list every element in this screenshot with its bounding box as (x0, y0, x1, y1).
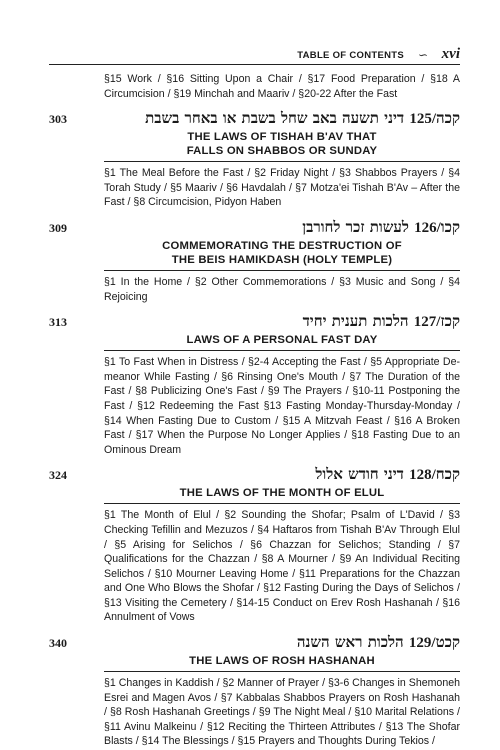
entry-title (104, 239, 460, 267)
page-header (0, 0, 500, 62)
entry-description: §1 The Meal Before the Fast / §2 Friday Night / §3 Shabbos Prayers / §4 Torah Study / §5 Maariv / §6 Havdalah / §7 Motza'ei Tishah B'Av – After the Fast / §8 Circumcision, Pidyon Haben (104, 167, 460, 209)
entry-hebrew-title: דיני תשעה באב שחל בשבת או באחר בשבת (145, 109, 405, 128)
entry-rule (104, 270, 460, 271)
entry-title-line: THE LAWS OF ROSH HASHANAH (189, 655, 375, 668)
entry-rule (104, 671, 460, 672)
entry-hebrew-number: קכח/128 (409, 467, 460, 484)
toc-entry-129 (49, 633, 460, 749)
entry-title (104, 654, 460, 668)
toc-entry-125 (49, 109, 460, 210)
header-rule (49, 64, 460, 65)
toc-entry-126 (49, 218, 460, 304)
page-number: xvi (441, 46, 460, 62)
entry-title-line: FALLS ON SHABBOS OR SUNDAY (186, 145, 378, 158)
entry-hebrew-heading (297, 633, 460, 652)
entry-title-line: COMMEMORATING THE DESTRUCTION OF (162, 239, 402, 252)
entry-page-number: 313 (49, 315, 67, 330)
toc-entry-127 (49, 312, 460, 457)
entry-page-number: 303 (49, 112, 67, 127)
entry-hebrew-number: קכט/129 (408, 635, 460, 652)
entry-description: §1 To Fast When in Distress / §2-4 Accepting the Fast / §5 Appropriate De-meanor While Fasting / §6 Rinsing One's Mouth / §7 The Duration of the Fast / §8 Publicizing One's Fast / §9 The Prayers / §10-11 Postponing the Fast / §12 Redeeming the Fast §13 Fasting Monday-Thursday-Monday / §14 When Fasting Due to Custom / §15 A Mitzvah Feast / §16 A Broken Fast / §17 When the Purpose No Longer Applies / §18 Fasting Due to an Ominous Dream (104, 356, 460, 456)
entry-title (104, 130, 460, 158)
entry-title-line: LAWS OF A PERSONAL FAST DAY (186, 334, 378, 347)
toc-content (49, 72, 460, 749)
entry-description: §1 In the Home / §2 Other Commemorations / §3 Music and Song / §4 Rejoicing (104, 275, 460, 303)
entry-page-number: 340 (49, 636, 67, 651)
entry-hebrew-heading (303, 312, 460, 331)
entry-title-line: THE BEIS HAMIKDASH (HOLY TEMPLE) (171, 253, 393, 266)
entry-title (104, 486, 460, 500)
entry-title-line: THE LAWS OF TISHAH B'AV THAT (187, 131, 377, 144)
entry-hebrew-heading (302, 218, 460, 237)
entry-hebrew-number: קכו/126 (414, 219, 460, 236)
running-title: TABLE OF CONTENTS (297, 50, 404, 61)
entry-hebrew-title: הלכות ראש השנה (296, 633, 404, 652)
entry-hebrew-heading (315, 465, 460, 484)
entry-hebrew-number: קכז/127 (413, 314, 460, 331)
entry-description: §1 The Month of Elul / §2 Sounding the Shofar; Psalm of L'David / §3 Checking Tefillin and Mezuzos / §4 Haftaros from Tishah B'Av Through Elul / §5 Arising for Selichos / §6 Chazzan for Selichos; Standing / §7 Qualifications for the Chazzan / §8 A Mourner / §9 An Individual Reciting Selichos / §10 Mourner Leaving Home / §11 Preparations for the Chazzan and One Who Blows the Shofar / §12 Fasting During the Days of Selichos / §13 Visiting the Cemetery / §14-15 Conduct on Erev Rosh Hashanah / §16 Annulment of Vows (104, 509, 460, 624)
entry-title-line: THE LAWS OF THE MONTH OF ELUL (179, 487, 385, 500)
entry-hebrew-title: דיני חודש אלול (315, 465, 404, 484)
entry-hebrew-title: הלכות תענית יחיד (302, 312, 409, 331)
toc-entry-128 (49, 465, 460, 625)
entry-page-number: 309 (49, 220, 67, 235)
entry-hebrew-heading (145, 109, 460, 128)
entry-rule (104, 350, 460, 351)
entry-hebrew-title: לעשות זכר לחורבן (302, 217, 409, 236)
entry-rule (104, 161, 460, 162)
entry-page-number: 324 (49, 468, 67, 483)
entry-rule (104, 503, 460, 504)
entry-title (104, 333, 460, 347)
entry-hebrew-number: קכה/125 (409, 111, 460, 128)
ornament-icon: ∽ (417, 48, 428, 62)
intro-description: §15 Work / §16 Sitting Upon a Chair / §17 Food Preparation / §18 A Circumcision / §19 Minchah and Maariv / §20-22 After the Fast (104, 73, 460, 100)
entry-description: §1 Changes in Kaddish / §2 Manner of Prayer / §3-6 Changes in Shemoneh Esrei and Magen Avos / §7 Kabbalas Shabbos Prayers on Rosh Hashanah / §8 Rosh Hashanah Greetings / §9 The Night Meal / §10 Marital Relations / §11 Avinu Malkeinu / §12 Reciting the Thirteen Attributes / §13 The Shofar Blasts / §14 The Blessings / §15 Prayers and Thoughts During Tekios / (104, 677, 460, 748)
